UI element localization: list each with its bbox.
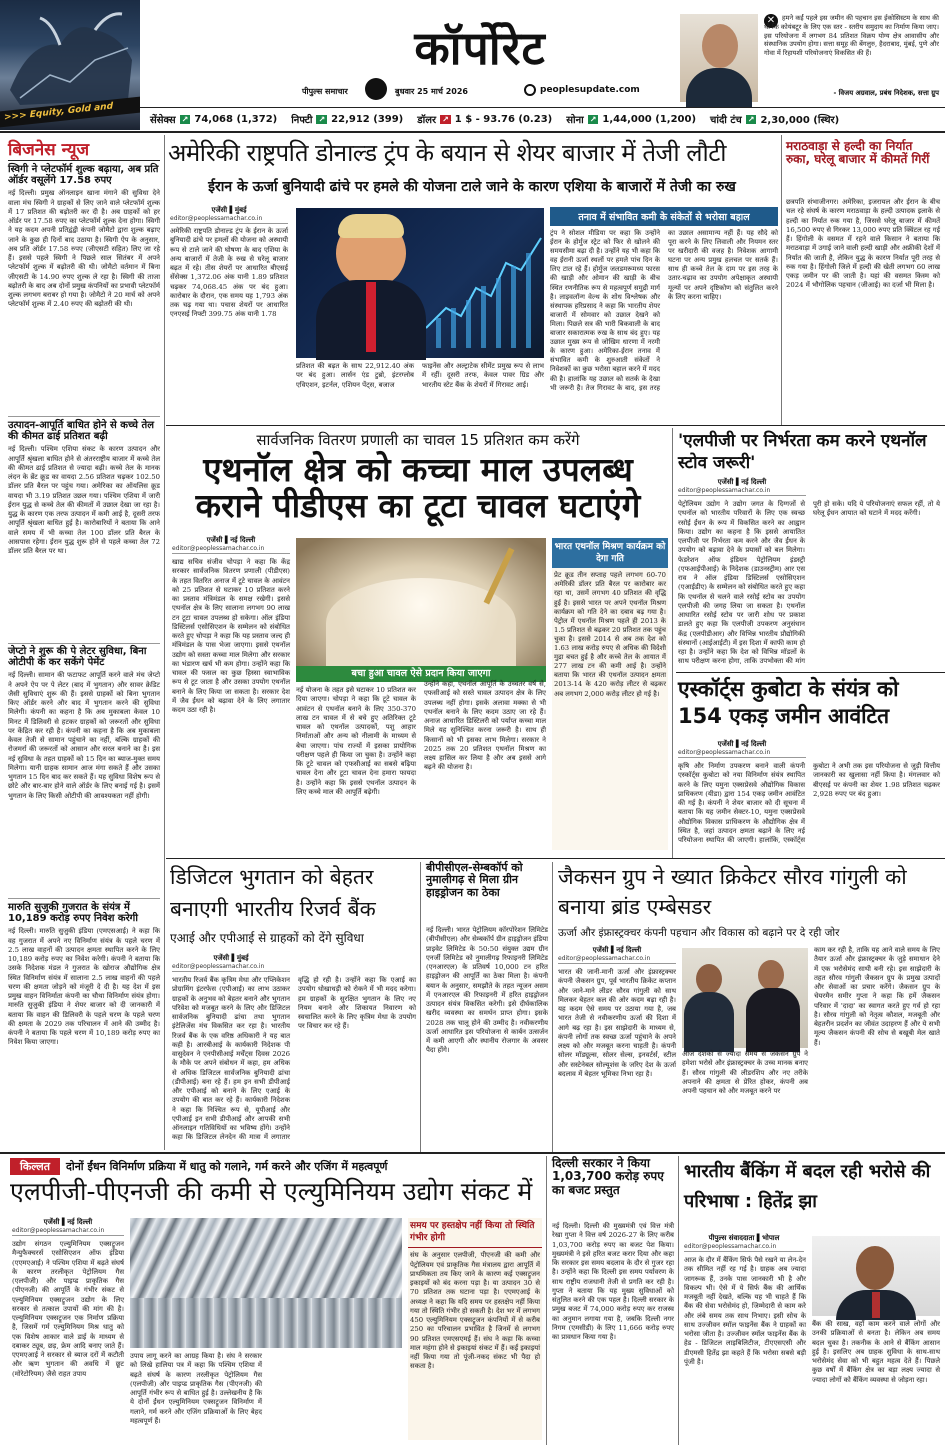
lpg-body: पेट्रोलियम उद्योग ने उद्योग जगत के दिग्गजों से एथनॉल को भारतीय परिवारों के लिए एक स्वच्छ रसोई ईंधन के रूप में विकसित करने का आह्वान किया। उद्योग का कहना है कि इससे आयातित एलपीजी पर निर्भरता कम करने और जैव ईंधन के उपयोग को बढ़ावा देने के प्रयासों को बल मिलेगा। फेडरेशन ऑफ इंडियन पेट्रोलियम इंडस्ट्री (एफआईपीआई) के निदेशक (डाउनस्ट्रीम) आर एस राव ने ऑल इंडिया डिस्टिलर्स एसोसिएशन (एआईडीए) के सम्मेलन को संबोधित करते हुए कहा कि एथनॉल से चलने वाले रसोई स्टोव का उपयोग एलपीजी की जगह लिया जा सकता है। एथनॉल आधारित रसोई स्टोव पर जारी शोध पर प्रकाश डालते हुए कहा कि एलपीजी उपकरण अनुसंधान केंद्र (एलपीडीआर) और विभिन्न भारतीय प्रौद्योगिकी संस्थानों (आईआईटी) में इस दिशा में काफी काम हो रहा है। उन्होंने कहा कि देश को विभिन्न मॉडलों के साथ परीक्षण करना होगा, ताकि उपभोक्ता की मांग पूरी हो सके। यदि ये परियोजनाएं सफल रहीं, तो ये घरेलू ईंधन आयात को घटाने में मदद करेंगी। xyxy=(678,500,940,666)
body: नई दिल्ली। पश्चिम एशिया संकट के कारण उत्पादन और आपूर्ति श्रृंखला बाधित होने से अंतरराष्ट्रीय बाजार में कच्चे तेल की कीमत ढाई प्रतिशत से ज्यादा बढ़ी। कच्चे तेल के मानक लंदन के ब्रेंट क्रूड का वायदा 2.56 प्रतिशत चढ़कर 102.50 डॉलर प्रति बैरल पर पहुंच गया। अमेरिका का ऑयलिस क्रूड वायदा भी 3.19 प्रतिशत उछल गया। पश्चिम एशिया में जारी ईरान युद्ध से कच्चे तेल की कीमतों में उछाल देखा जा रहा है। युद्ध के कारण एक तरफ उत्पादन में कमी आई है, दूसरी तरफ आपूर्ति श्रृंखला बाधित हुई है। कारोबारियों ने बताया कि आने वाले समय में भी कच्चा तेल 100 डॉलर प्रति बैरल के आसपास रहेगा। ईरान युद्ध शुरू होने से पहले कच्चा तेल 72 डॉलर प्रति बैरल पर था। xyxy=(8,445,160,556)
body: नई दिल्ली। मारुति सुजुकी इंडिया (एमएसआई) ने कहा कि वह गुजरात में अपने नए विनिर्माण संयंत्र के पहले चरण में 2.5 लाख वाहनों की उत्पादन क्षमता स्थापित करने के लिए 10,189 करोड़ रुपए का निवेश करेगी। कंपनी ने बताया कि उसके निदेशक मंडल ने गुजरात के खोराज औद्योगिक क्षेत्र स्थित विनिर्माण संयंत्र में सालाना 2.5 लाख वाहनों की पहले चरण की क्षमता जोड़ने को मंजूरी दे दी है। यह देश में इस प्रमुख वाहन विनिर्माता कंपनी का चौथा विनिर्माण संयंत्र होगा। मारुति सुजुकी इंडिया ने शेयर बाजार को दी जानकारी में बताया कि वाहन की डिलिवरी के पहले चरण के पहले चरण की क्षमता के 2029 तक परिचालन में आने की उम्मीद है। कंपनी ने बताया कि पहले चरण में 10,189 करोड़ रुपए का निवेश किया जाएगा। xyxy=(8,927,160,1047)
body: नई दिल्ली। प्रमुख ऑनलाइन खाना मंगाने की सुविधा देने वाला मंच स्विगी ने ग्राहकों से लिए जाने वाले प्लेटफॉर्म शुल्क में 17 प्रतिशत की बढ़ोतरी कर दी है। अब ग्राहकों को हर ऑर्डर पर 17.58 रुपए का प्लेटफॉर्म शुल्क देना होगा। स्विगी ने यह कदम अपनी प्रतिद्वंद्वी कंपनी जोमैटो द्वारा शुल्क बढ़ाए जाने के कुछ ही दिनों बाद उठाया है। स्विगी ऐप के अनुसार, अब प्रति ऑर्डर 17.58 रुपए (जीएसटी सहित) लिए जा रहे हैं। इससे पहले स्विगी ने पिछले साल सितंबर में अपने प्लेटफॉर्म शुल्क में बढ़ोतरी की थी। जोमैटो वर्तमान में बिना जीएसटी के 14.90 रुपए शुल्क ले रहा है। स्विगी की ताजा बढ़ोतरी के बाद अब दोनों प्रमुख कंपनियों का प्रभावी प्लेटफॉर्म शुल्क लगभग बराबर हो गया है। जोमैटो ने 20 मार्च को अपने प्लेटफॉर्म शुल्क में 2.40 रुपए की बढ़ोतरी की थी। xyxy=(8,189,160,309)
box-title: तनाव में संभावित कमी के संकेतों से भरोसा बहाल xyxy=(550,207,778,226)
masthead-website[interactable]: peoplesupdate.com xyxy=(540,85,640,95)
ganguly-byline-block xyxy=(558,946,676,966)
ticker-silver: चांदी टंच ↗ 2,30,000 (स्थिर) xyxy=(710,114,840,126)
email: editor@peoplessamachar.co.in xyxy=(12,1227,124,1236)
kubota-headline: एस्कॉर्ट्स कुबोटा के संयंत्र को 154 एकड़ जमीन आवंटित xyxy=(678,677,899,729)
headline: स्विगी ने प्लेटफॉर्म शुल्क बढ़ाया, अब प्रति ऑर्डर वसूलेंगे 17.58 रुपए xyxy=(8,164,159,187)
haldi-headline: मराठवाड़ा से हल्दी का निर्यात रुका, घरेलू बाजार में कीमतें गिरीं xyxy=(786,139,930,167)
globe-icon xyxy=(524,84,536,96)
ticker-nifty: निफ्टी ↗ 22,912 (399) xyxy=(291,113,404,126)
rice-photo xyxy=(296,538,546,666)
trump-body-3: फाइनेंस और अल्ट्राटेक सीमेंट प्रमुख रूप से लाभ में रहीं। दूसरी तरफ, केवल पावर ग्रिड और भारतीय स्टेट बैंक के शेयरों में गिरावट आई। xyxy=(422,362,544,389)
rice-side-box xyxy=(552,538,668,850)
trump-subhead: ईरान के ऊर्जा बुनियादी ढांचे पर हमले की योजना टाले जाने के कारण एशिया के बाजारों में तेजी का रुख xyxy=(208,179,736,195)
trump-side-box xyxy=(550,207,778,392)
rice-body-2: नई योजना के तहत इसे घटाकर 10 प्रतिशत कर दिया जाएगा। चोपड़ा ने कहा कि टूटे चावल के आवंटन से एथनॉल बनाने के लिए 350-370 लाख टन चावल में से बचे हुए अतिरिक्त टूटे चावल को एथनॉल उत्पादकों, पशु आहार निर्माताओं और अन्य को नीलामी के माध्यम से बेचा जाएगा। पांच राज्यों में इसका प्रायोगिक परीक्षण पहले ही किया जा चुका है। उन्होंने कहा कि टूटे चावल को एफसीआई का सबसे बढ़िया चावल देना और टूटा चावल देना हमारा फायदा है। उन्होंने कहा कि इससे एथनॉल उत्पादन के लिए कच्चे माल की आपूर्ति बढ़ेगी। xyxy=(296,686,416,796)
up-arrow-icon: ↗ xyxy=(442,114,449,124)
quote-author: - विजय अग्रवाल, प्रबंध निदेशक, सत्ता ग्रुप xyxy=(833,89,939,97)
masthead-publisher: पीपुल्स समाचार xyxy=(302,87,348,96)
rice-body-1: खाद्य सचिव संजीव चोपड़ा ने कहा कि केंद्र सरकार सार्वजनिक वितरण प्रणाली (पीडीएस) के तहत वितरित अनाज में टूटे चावल के आवंटन को 25 प्रतिशत से घटाकर 10 प्रतिशत करने का प्रस्ताव मंत्रिमंडल के समक्ष रखेगी। इससे एथनॉल क्षेत्र के लिए सालाना लगभग 90 लाख टन टूटा चावल उपलब्ध हो सकेगा। ऑल इंडिया डिस्टिलर्स एसोसिएशन के सम्मेलन को संबोधित करते हुए चोपड़ा ने कहा कि यह प्रस्ताव जल्द ही मंत्रिमंडल के पास भेजा जाएगा। इससे एथनॉल उद्योग को सस्ता कच्चा माल मिलेगा और सरकार का भंडारण खर्च भी कम होगा। उन्होंने कहा कि चावल की फसल का कुछ हिस्सा स्वाभाविक रूप से टूट जाता है और उसका उपयोग एथनॉल बनाने के लिए किया जा सकता है। सरकार देश में जैव ईंधन को बढ़ावा देने के लिए लगातार कदम उठा रही है। xyxy=(172,558,290,714)
lpg-headline: 'एलपीजी पर निर्भरता कम करने एथनॉल स्टोव जरूरी' xyxy=(678,431,927,474)
banking-byline-block xyxy=(684,1234,804,1254)
lpg-byline-block xyxy=(678,478,806,498)
aluminium-kicker-row xyxy=(10,1157,540,1175)
rbi-body: भारतीय रिजर्व बैंक कृत्रिम मेधा और एप्लिकेशन प्रोग्रामिंग इंटरफेस (एपीआई) का लाभ उठाकर ग्राहकों के अनुभव को बेहतर बनाने और भुगतान परिवेश को मजबूत करने के लिए और डिजिटल सार्वजनिक बुनियादी ढांचा तथा भुगतान इंटेलिजेंस मंच विकसित कर रहा है। भारतीय रिजर्व बैंक के एक वरिष्ठ अधिकारी ने यह बात कही है। आरबीआई के कार्यकारी निदेशक पी वासुदेवन ने एनपीसीआई मर्चेंट्स दिवस 2026 के मौके पर अपने संबोधन में कहा, हम अधिक से अधिक डिजिटल सार्वजनिक बुनियादी ढांचा (डीपीआई) बना रहे हैं। हम इन सभी डीपीआई और एपीआई को बनाने के लिए एआई के उपयोग की बात कर रहे हैं। कार्यकारी निदेशक ने कहा कि निश्चित रूप से, यूपीआई और एपीआई इन सभी डीपीआई और आपकी सभी ऑनलाइन गतिविधियों का भविष्य होंगे। उन्होंने कहा कि डिजिटल लेनदेन की मात्रा में लगातार वृद्धि हो रही है। उन्होंने कहा कि एआई का उपयोग धोखाधड़ी को रोकने में भी मदद करेगा। हम ग्राहकों के सुरक्षित भुगतान के लिए नए नियम बनाने और शिकायत निवारण को स्वचालित करने के लिए कृत्रिम मेधा के उपयोग पर विचार कर रहे हैं। xyxy=(172,976,416,1142)
ganguly-body-2: काम कर रही है, ताकि यह आने वाले समय के लिए तैयार ऊर्जा और इंफ्रास्ट्रक्चर के जुड़े समाधान देने में एक भरोसेमंद साथी बनी रहे। इस साझेदारी के तहत सौरव गांगुली जैकसन ग्रुप के प्रमुख उत्पादों और सेवाओं का प्रचार करेंगे। जैकसन ग्रुप के चेयरमैन समीर गुप्ता ने कहा कि हमें जैकसन परिवार में 'दादा' का स्वागत करते हुए गर्व हो रहा है। सौरव गांगुली को नेतृत्व कौशल, मजबूती और बेहतरीन प्रदर्शन का जीवंत उदाहरण हैं और ये सभी मूल्य जैकसन कंपनी की सोच से बखूबी मेल खाते हैं। xyxy=(814,946,940,1047)
trump-tie xyxy=(366,282,376,352)
email: editor@peoplessamachar.co.in xyxy=(678,487,806,496)
delhi-body: नई दिल्ली। दिल्ली की मुख्यमंत्री एवं वित्त मंत्री रेखा गुप्ता ने वित्त वर्ष 2026-27 के लिए करीब 1,03,700 करोड़ रुपए का बजट पेश किया। मुख्यमंत्री ने इसे हरित बजट करार दिया और कहा कि सरकार इस समय बदलाव के दौर से गुजर रहा है। उन्होंने कहा कि दिल्ली इस समय पर्यावरण के साथ राष्ट्रीय राजधानी तेजी से प्रगति कर रही है। गुप्ता ने बताया कि यह मुख्य सुविधाओं को संतुलित करने की एक पहल है। दिल्ली सरकार के प्रमुख बजट में 74,000 करोड़ रुपए कर राजस्व का अनुमान लगाया गया है, जबकि दिल्ली नगर निगम (एमसीडी) के लिए 11,666 करोड़ रुपए का प्रावधान किया गया है। xyxy=(552,1222,674,1341)
box-body: संघ के अनुसार एलपीजी, पीएनजी की कमी और पेट्रोलियम एवं प्राकृतिक गैस मंत्रालय द्वारा आपूर्ति में प्राथमिकता तय किए जाने के कारण कई एक्सट्रूजन इकाइयों को बंद करना पड़ा है। या उत्पादन 30 से 70 प्रतिशत तक घटाना पड़ा है। एएमएआई के अध्यक्ष ने कहा कि यदि समय पर हस्तक्षेप नहीं किया गया तो स्थिति गंभीर हो सकती है। देश भर में लगभग 450 एल्युमिनियम एक्सट्रूजन कंपनियों में से करीब 250 का परिचालन प्रभावित है जिनमें से लगभग 90 प्रतिशत एमएसएमई हैं। संघ ने कहा कि कच्चा माल महंगा होने से इकाइयां संकट में हैं। कर्ई इकाइयां नहीं किया गया तो पूंजी-नकद संकट भी पैदा हो सकता है। xyxy=(410,1251,540,1371)
news-item-zepto xyxy=(8,646,160,896)
suit-shape xyxy=(686,68,752,108)
masthead-date: बुधवार 25 मार्च 2026 xyxy=(395,87,468,96)
byline: एजेंसी ▌नई दिल्ली xyxy=(206,536,256,544)
ticker-dollar: डॉलर ↗ 1 $ - 93.76 (0.23) xyxy=(417,113,553,126)
trump-body-1: अमेरिकी राष्ट्रपति डोनाल्ड ट्रंप के ईरान के ऊर्जा बुनियादी ढांचे पर हमलों की योजना को अस्थायी रूप से टाले जाने की घोषणा के बाद एशिया के अन्य बाजारों में तेजी के रुख से घरेलू बाजार बढ़त में रहे। तीस शेयरों पर आधारित बीएसई सेंसेक्स 1,372.06 अंक यानी 1.89 प्रतिशत चढ़कर 74,068.45 अंक पर बंद हुआ। कारोबार के दौरान, एक समय यह 1,793 अंक तक चढ़ गया था। पचास शेयरों पर आधारित एनएसई निफ्टी 399.75 अंक यानी 1.78 xyxy=(170,227,288,319)
ganguly-body-1: भारत की जानी-मानी ऊर्जा और इंफ्रास्ट्रक्चर कंपनी जैकसन ग्रुप, पूर्व भारतीय क्रिकेट कप्तान और जाने-माने लीडर सौरव गांगुली को साथ मिलकर बेहतर कल की ओर कदम बढ़ा रही है। यह कदम ऐसे समय पर उठाया गया है, जब भारत तेजी से नवीकरणीय ऊर्जा की दिशा में आगे बढ़ रहा है। इस साझेदारी के माध्यम से, कंपनी लोगों तक स्वच्छ ऊर्जा पहुंचाने के अपने लक्ष्य को और मजबूत करना चाहती है। कंपनी सोलर मॉड्यूल्स, सोलर सेल्स, इनवर्टर्स, स्टील और सस्टेनेबल सोल्यूशंस के जरिए देश के ऊर्जा बदलाव में बेहतर भूमिका निभा रहा है। xyxy=(558,968,676,1078)
trump-byline-block xyxy=(170,206,288,226)
delhi-headline: दिल्ली सरकार ने किया 1,03,700 करोड़ रुपए का बजट प्रस्तुत xyxy=(552,1156,664,1197)
quote-text: हमने कर्ई पहले इस जमीन की पहचान इस ईकोसिस्टम के साथ की थी कि कोयंबटूर के लिए एक स्तर - स्तरीय समुदाय का निर्माण किया जाए। इस परियोजना में लगभग 84 प्रतिशत विक्रय योग्य क्षेत्र आवासीय और संस्थानिक उपयोग होगा। सत्ता समूह की बेंगलुरु, हैदराबाद, मुंबई, पुणे और गोवा में रिहायशी परियोजनाएं विकसित की हैं। xyxy=(764,14,939,58)
news-item-swiggy xyxy=(8,164,160,414)
ganguly-subhead: ऊर्जा और इंफ्रास्ट्रक्चर कंपनी पहचान और विकास को बढ़ाने पर दे रही जोर xyxy=(558,927,840,939)
trump-headline: अमेरिकी राष्ट्रपति डोनाल्ड ट्रंप के बयान से शेयर बाजार में तेजी लौटी xyxy=(168,139,727,167)
ganguly-headline: जैकसन ग्रुप ने ख्यात क्रिकेटर सौरव गांगुली को बनाया ब्रांड एम्बेसडर xyxy=(558,865,907,920)
up-arrow-icon: ↗ xyxy=(589,114,597,124)
headline: मारुति सुजुकी गुजरात के संयंत्र में 10,189 करोड़ रुपए निवेश करेगी xyxy=(8,902,138,925)
rbi-headline: डिजिटल भुगतान को बेहतर बनाएगी भारतीय रिजर्व बैंक xyxy=(170,865,376,921)
byline: पीपुल्स संवाददाता ▌भोपाल xyxy=(708,1234,780,1242)
rice-byline-block xyxy=(172,536,290,556)
up-arrow-icon: ↗ xyxy=(318,114,326,124)
news-item-crude xyxy=(8,420,160,640)
person-left-suit xyxy=(684,992,734,1052)
rice-kicker: सार्वजनिक वितरण प्रणाली का चावल 15 प्रतिशत कम करेंगे xyxy=(256,431,580,449)
aluminium-side-box xyxy=(408,1218,542,1440)
ticker-gold: सोना ↗ 1,44,000 (1,200) xyxy=(566,113,697,126)
byline: एजेंसी ▌मुंबई xyxy=(211,206,247,214)
rice-headline: एथनॉल क्षेत्र को कच्चा माल उपलब्ध कराने पीडीएस का टूटा चावल घटाएंगे xyxy=(195,450,641,526)
email: editor@peoplessamachar.co.in xyxy=(678,749,806,758)
masthead-logo xyxy=(0,0,140,130)
byline: एजेंसी ▌नई दिल्ली xyxy=(592,946,642,954)
person-right-suit xyxy=(746,988,800,1052)
face-shape xyxy=(856,1246,894,1290)
up-arrow-icon: ↗ xyxy=(181,114,189,124)
email: editor@peoplessamachar.co.in xyxy=(172,963,290,972)
profile-stack xyxy=(130,1298,402,1348)
trump-photo xyxy=(296,208,544,358)
box-title: भारत एथनॉल मिश्रण कार्यक्रम को देगा गति xyxy=(552,538,668,568)
email: editor@peoplessamachar.co.in xyxy=(684,1243,804,1252)
kubota-body: कृषि और निर्माण उपकरण बनाने वाली कंपनी एस्कॉर्ट्स कुबोटा को नया विनिर्माण संयंत्र स्थापित करने के लिए यमुना एक्सप्रेसवे औद्योगिक विकास प्राधिकरण (यीडा) द्वारा 154 एकड़ जमीन आवंटित की गई है। कंपनी ने शेयर बाजार को दी सूचना में बताया कि यह जमीन सेक्टर-10, यमुना एक्सप्रेसवे औद्योगिक विकास प्राधिकरण के औद्योगिक क्षेत्र में स्थित है, जहां उत्पादन क्षमता बढ़ाने के लिए नई परियोजना स्थापित की जाएगी। हालांकि, एस्कॉर्ट्स कुबोटा ने अभी तक इस परियोजना से जुड़ी वित्तीय जानकारी का खुलासा नहीं किया है। मंगलवार को बीएसई पर कंपनी का शेयर 1.98 प्रतिशत चढ़कर 2,928 रुपए पर बंद हुआ। xyxy=(678,762,940,844)
email: editor@peoplessamachar.co.in xyxy=(170,215,288,224)
person-right xyxy=(758,960,784,990)
masthead-dot xyxy=(365,78,387,100)
email: editor@peoplessamachar.co.in xyxy=(558,955,676,964)
bpcl-body: नई दिल्ली। भारत पेट्रोलियम कॉरपोरेशन लिमिटेड (बीपीसीएल) और सेम्बकॉर्प ग्रीन हाइड्रोजन इंडिया प्राइवेट लिमिटेड के 50:50 संयुक्त उद्यम ग्रीन एनर्जी लिमिटेड को नुमालीगढ़ रिफाइनरी लिमिटेड (एनआरएल) के प्रतिवर्ष 10,000 टन हरित हाइड्रोजन की आपूर्ति का ठेका मिला है। कंपनी बयान के अनुसार, समझौते के तहत न्यूजन असम में एनआरएल की रिफाइनरी में हरित हाइड्रोजन उत्पादन संयंत्र विकसित करेगी। इसे दीर्घकालिक खरीद व्यवस्था का समर्थन प्राप्त होगा। इसके 2028 तक चालू होने की उम्मीद है। नवीकरणीय ऊर्जा आधारित इस परियोजना से कार्बन उत्सर्जन में कमी आएगी और स्थानीय रोजगार के अवसर पैदा होंगे। xyxy=(426,926,548,1055)
bpcl-headline: बीपीसीएल-सेम्बकॉर्प को नुमालीगढ़ से मिला ग्रीन हाइड्रोजन का ठेका xyxy=(426,861,523,899)
byline: एजेंसी ▌मुंबई xyxy=(213,954,249,962)
trump-hair xyxy=(338,214,404,238)
haldi-body: छत्रपति संभाजीनगर। अमेरिका, इजरायल और ईरान के बीच चल रहे संघर्ष के कारण मराठवाड़ा के हल्दी उत्पादक इलाके से हल्दी का निर्यात रुक गया है, जिससे घरेलू बाजार में कीमतें 16,500 रुपए से गिरकर 13,000 रुपए प्रति क्विंटल रह गई हैं। हिंगोली के वसमत में रहने वाले किसान ने बताया कि मराठवाड़ा में उगाई जाने वाली हल्दी खाड़ी और अफ्रीकी देशों में निर्यात की जाती है, लेकिन युद्ध के कारण निर्यात पूरी तरह से रुक गया है। हिंगोली जिले में हल्दी की खेती लगभग 60 लाख एकड़ जमीन पर की जाती है। यहां की वसमत किस्म को 2024 में भौगोलिक पहचान (जीआई) का दर्जा भी मिला है। xyxy=(786,198,940,290)
ticker-sensex: सेंसेक्स ↗ 74,068 (1,372) xyxy=(150,113,278,126)
kicker-label: किल्लत xyxy=(10,1158,60,1175)
logo-caption: >>> Equity, Gold and xyxy=(0,97,140,128)
headline: उत्पादन-आपूर्ति बाधित होने से कच्चे तेल की कीमत ढाई प्रतिशत बढ़ी xyxy=(8,420,154,443)
aluminium-body-2: उपाय लागू करने का आग्रह किया है। संघ ने सरकार को लिखे हालिया पत्र में कहा कि पश्चिम एशिया में बढ़ते संघर्ष के कारण तरलीकृत पेट्रोलियम गैस (एलपीजी) और पाइप्ड प्राकृतिक गैस (पीएनजी) की आपूर्ति गंभीर रूप से बाधित हुई है। उल्लेखनीय है कि ये दोनों ईंधन एल्युमिनियम एक्सट्रूजन विनिर्माण में गलाने, गर्म करने और एजिंग प्रक्रियाओं के लिए बेहद महत्वपूर्ण हैं। xyxy=(130,1352,262,1425)
trump-body-2: प्रतिशत की बढ़त के साथ 22,912.40 अंक पर बंद हुआ। लार्सन एंड टुब्रो, इंटरग्लोब एविएशन, इटर्नल, एशियन पेंट्स, बजाज xyxy=(296,362,414,389)
ganguly-caption: आज दशकों से ज्यादा समय से जैकसन ग्रुप ने हमेशा भरोसे और इंफ्रास्ट्रक्चर के उच्च मानक बनाए हैं। सौरव गांगुली की लीडरशिप और नए तरीके अपनाने की क्षमता से प्रेरित होकर, कंपनी अब अपनी पहचान को और मजबूत करने पर xyxy=(682,1050,808,1095)
email: editor@peoplessamachar.co.in xyxy=(172,545,290,554)
ganguly-photo xyxy=(682,948,808,1048)
tie-shape xyxy=(872,1292,880,1318)
face-shape xyxy=(702,24,738,68)
box-title: समय पर हस्तक्षेप नहीं किया तो स्थिति गंभीर होगी xyxy=(408,1218,542,1248)
banking-portrait xyxy=(812,1236,940,1316)
rbi-byline-block xyxy=(172,954,290,974)
quote-portrait xyxy=(680,14,758,102)
rice-caption: बचा हुआ चावल ऐसे प्रदान किया जाएगा xyxy=(296,666,546,682)
box-body: प्रेट क्रूड तीन सप्ताह पहले लगभग 60-70 अमेरिकी डॉलर प्रति बैरल पर कारोबार कर रहा था, उसमें लगभग 40 प्रतिशत की वृद्धि हुई है। इससे भारत पर अपने एथनॉल मिश्रण कार्यक्रम को गति देने का दबाव बढ़ गया है। पेट्रोल में एथनॉल मिश्रण पहले ही 2013 के 1.5 प्रतिशत से बढ़कर 20 प्रतिशत तक पहुंच चुका है। इससे 2014 से अब तक देश को 1.63 लाख करोड़ रुपए से अधिक की विदेशी मुद्रा बचत हुई है और कच्चे तेल के आयात में 277 लाख टन की कमी आई है। उन्होंने बताया कि भारत की एथनॉल उत्पादन क्षमता 2013-14 के 420 करोड़ लीटर से बढ़कर अब लगभग 2,000 करोड़ लीटर हो गई है। xyxy=(554,571,666,698)
bull-icon xyxy=(0,0,140,110)
body: नई दिल्ली। सामान की फटाफट आपूर्ति करने वाले मंच जेप्टो ने अपने ऐप पर पे लेटर (बाद में भुगतान) और सावर क्रेडिट जैसी सुविधाएं शुरू की हैं। इससे ग्राहकों को बिना भुगतान किए ऑर्डर करने और बाद में भुगतान करने की सुविधा मिलेगी। कंपनी का कहना है कि अब मुकाबला केवल 10 मिनट में डिलिवरी से हटकर ग्राहकों को जरूरतों और सुविधा पर केंद्रित कर रही है। कंपनी का कहना है कि अब मुकाबला केवल तेजी से सामान पहुंचाने का नहीं, बल्कि ग्राहकों की रोजमर्रा की जरूरतों को आसान और सरल बनाने का है। इस नई सुविधा के तहत ग्राहकों को 15 दिन का ब्याज-मुक्त समय मिलेगा। यानी ग्राहक सामान आज मंगा सकते हैं और उसका भुगतान 15 दिन बाद कर सकते हैं। यह सुविधा विशेष रूप से छोटे और बार-बार होने वाले ऑर्डर के लिए बनाई गई है। इसमें भुगतान के लिए किसी ओटीपी की आवश्यकता नहीं होगी। xyxy=(8,671,160,800)
kubota-byline-block xyxy=(678,740,806,760)
business-news-label: बिजनेस न्यूज xyxy=(8,140,90,160)
aluminium-body-1: उद्योग संगठन एल्युमिनियम एक्सट्रूजन मैन्युफैक्चरर्स एसोसिएशन ऑफ इंडिया (एएमएआई) ने पश्चिम एशिया में बढ़ते संघर्ष के कारण तरलीकृत पेट्रोलियम गैस (एलपीजी) और पाइप्ड प्राकृतिक गैस (पीएनजी) की आपूर्ति के गंभीर संकट से एल्युमिनियम एक्सट्रूजन उद्योग के लिए सरकार से तत्काल उपायों की मांग की है। एल्युमिनियम एक्सट्रूजन एक निर्माण प्रक्रिया है, जिसमें गर्म एल्युमिनियम मिश्र धातु को एक विशेष आकार वाले डाई के माध्यम से दबाकर ट्यूब, छड़, फ्रेम आदि बनाए जाते हैं। एएमएआई ने सरकार से ब्याज दरों में कटौती और ऋण भुगतान की अवधि में छूट (मोरेटोरियम) जैसे राहत उपाय xyxy=(12,1240,124,1378)
person-left xyxy=(696,964,722,994)
banking-headline: भारतीय बैंकिंग में बदल रही भरोसे की परिभाषा : हितेंद्र झा xyxy=(684,1161,931,1212)
byline: एजेंसी ▌नई दिल्ली xyxy=(717,740,767,748)
byline: एजेंसी ▌नई दिल्ली xyxy=(717,478,767,486)
banking-body-1: आज के दौर में बैंकिंग सिर्फ पैसे रखने या लेन-देन तक सीमित नहीं रह गई है। ग्राहक अब ज्यादा जागरूक हैं, उनके पास जानकारी भी है और विकल्प भी। ऐसे में ये सिर्फ बैंक की आर्थिक मजबूती नहीं देखते, बल्कि यह भी चाहते हैं कि बैंक की सेवा भरोसेमंद हो, जिम्मेदारी से काम करे और लंबे समय तक साथ निभाए। इसी सोच के साथ उज्जीवन स्मॉल फाइनेंस बैंक ने ग्राहकों का भरोसा जीता है। उज्जीवन स्मॉल फाइनेंस बैंक के हेड - डिजिटल लाइबिलिटीज, टीएएसएसी और डीएमसी हितेंद्र झा कहते हैं कि भरोसा सबसे बड़ी पूंजी है। xyxy=(684,1256,806,1366)
rice-body-3: उन्होंने कहा, एथनॉल आपूर्ति के उच्चतर वर्ष से, एफसीआई को सस्ते चावल उत्पादन क्षेत्र के लिए उपलब्ध नहीं होगा। इसके अलावा मक्का से भी एथनॉल बनाने के लिए कदम उठाए जा रहे हैं। अनाज आधारित डिस्टिलरी को पर्याप्त कच्चा माल मिले यह सुनिश्चित करना जरूरी है। साथ ही किसानों को भी इसका लाभ मिलेगा। सरकार ने 2025 तक 20 प्रतिशत एथनॉल मिश्रण का लक्ष्य हासिल कर लिया है और अब इससे आगे बढ़ने की योजना है। xyxy=(424,680,546,772)
quote-mark-icon: ✕ xyxy=(764,14,778,28)
news-item-maruti xyxy=(8,902,160,1150)
aluminium-headline: एलपीजी-पीएनजी की कमी से एल्युमिनियम उद्योग संकट में xyxy=(10,1177,533,1206)
market-ticker xyxy=(150,110,945,128)
steady-arrow-icon: ↗ xyxy=(747,114,755,124)
aluminium-byline-block xyxy=(12,1218,124,1238)
box-body: ट्रंप ने सोशल मीडिया पर कहा कि उन्होंने ईरान के होर्मुज स्ट्रेट को फिर से खोलने की समयसीमा बढ़ा दी है। उन्होंने यह भी कहा कि वह ईरानी ऊर्जा स्थलों पर हमले पांच दिन के लिए टाल रहे हैं। होर्मुज जलडमरूमध्य फारस की खाड़ी और ओमान की खाड़ी के बीच स्थित रणनीतिक रूप से महत्वपूर्ण समुद्री मार्ग है। लाइवलॉन्ग वेल्थ के शोध विश्लेषक और संस्थापक हरिप्रसाद ने कहा कि भारतीय शेयर बाजारों में सोमवार को उछाल देखने को मिला। पिछले सत्र की भारी बिकवाली के बाद बाजार सकारात्मक रुख के साथ बंद हुए। यह उछाल मुख्य रूप से जोखिम धारणा में नरमी के कारण हुआ। अमेरिका-ईरान तनाव में संभावित कमी के शुरुआती संकेतों ने निवेशकों का कुछ भरोसा बहाल करने में मदद की है। हालांकि यह उछाल को सतर्क के देखा भी जरूरी है। तेज गिरावट के बाद, इस तरह का उछाल असामान्य नहीं हैं। यह सौदे को पूरा करने के लिए लिवाली और नियमन स्तर पर खरीदारी की वजह है। निवेशक आगामी घटना पर अन्य प्रमुख हलचल पर सतर्क हैं। साथ ही कच्चे तेल के दाम पर इस तरह के उतार-चढ़ाव का उपयोग अपेक्षाकृत अस्थायी मूल्यों पर अपने दृष्टिकोण को संतुलित करने के लिए करना चाहिए। xyxy=(550,229,778,392)
rbi-subhead: एआई और एपीआई से ग्राहकों को देंगे सुविधा xyxy=(170,931,364,945)
kicker-text: दोनों ईंधन विनिर्माण प्रक्रिया में धातु को गलाने, गर्म करने और एजिंग में महत्वपूर्ण xyxy=(66,1159,388,1173)
byline: एजेंसी ▌नई दिल्ली xyxy=(43,1218,93,1226)
banking-body-2: बैंक की साख, वहाँ काम करने वाले लोगों और उनकी प्रक्रियाओं से बनता है। लेकिन अब समय बदल चुका है। तकनीक के आने से बैंकिंग आसान हुई है। इसलिए अब ग्राहक सुविधा के साथ-साथ भरोसेमंद सेवा को भी बहुत महत्व देते हैं। पिछले कुछ वर्षों में बैंकिंग क्षेत्र का बड़ा लक्ष्य ज्यादा से ज्यादा लोगों को बैंकिंग व्यवस्था से जोड़ना रहा। xyxy=(812,1320,940,1384)
wheat-stalk xyxy=(484,548,515,605)
headline: जेप्टो ने शुरू की पे लेटर सुविधा, बिना ओटीपी के कर सकेंगे पेमेंट xyxy=(8,646,147,669)
masthead-title: कॉर्पोरेट xyxy=(414,21,546,75)
aluminium-photo xyxy=(130,1218,402,1348)
